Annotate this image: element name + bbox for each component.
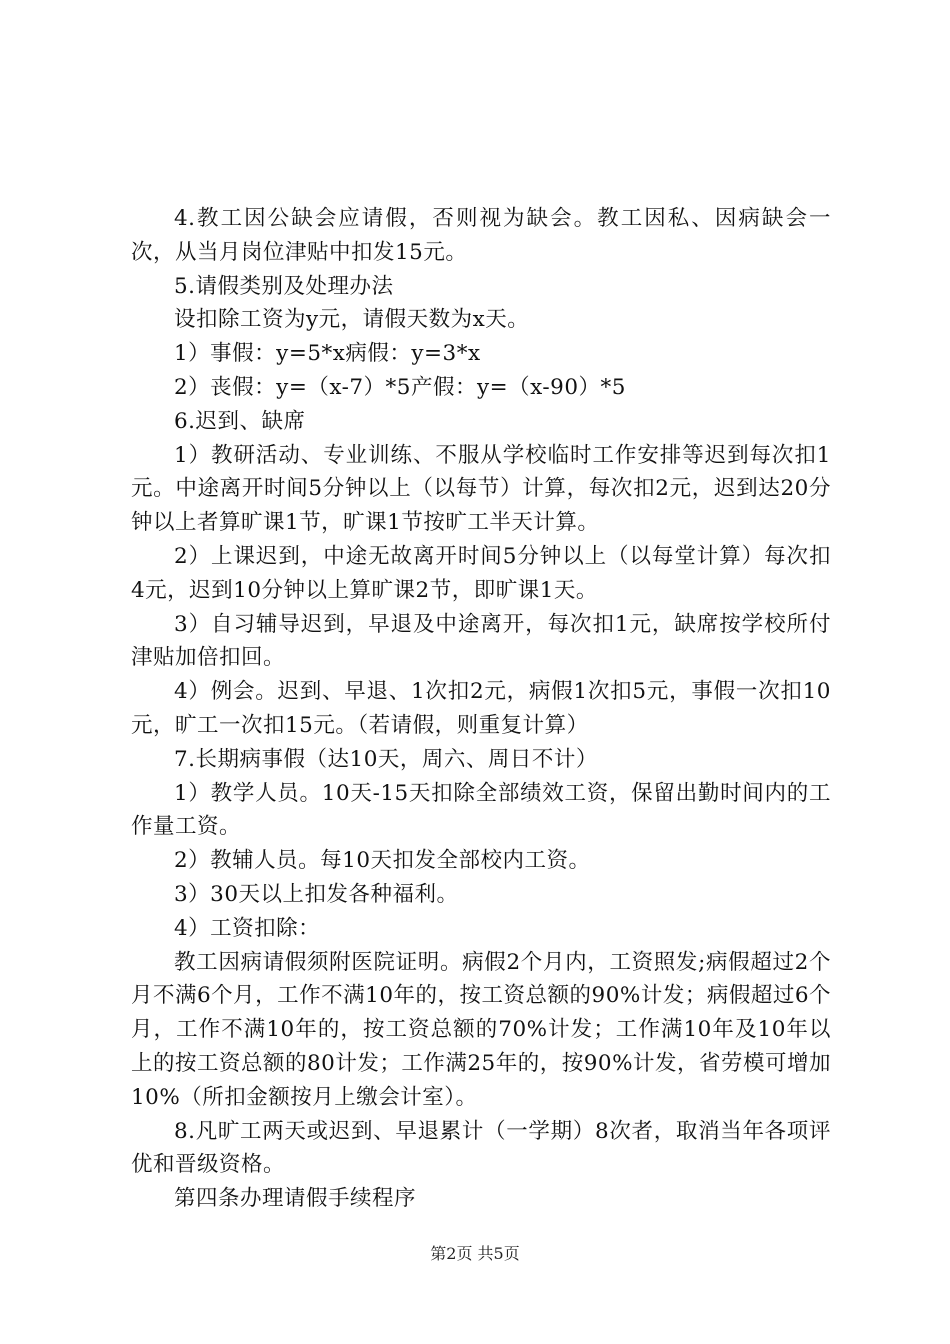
paragraph-17: 8.凡旷工两天或迟到、早退累计（一学期）8次者，取消当年各项评优和晋级资格。 — [131, 1118, 831, 1178]
paragraph-1: 4.教工因公缺会应请假，否则视为缺会。教工因私、因病缺会一次，从当月岗位津贴中扣发15元。 — [131, 206, 831, 265]
paragraph-4: 1）事假：y=5*x病假：y=3*x — [174, 341, 481, 367]
paragraph-18: 第四条办理请假手续程序 — [174, 1186, 417, 1212]
paragraph-8: 2）上课迟到，中途无故离开时间5分钟以上（以每堂计算）每次扣4元，迟到10分钟以上算旷课2节，即旷课1天。 — [131, 543, 831, 603]
page-footer: 第2页 共5页 — [430, 1244, 520, 1263]
paragraph-7: 1）教研活动、专业训练、不服从学校临时工作安排等迟到每次扣1元。中途离开时间5分钟以上（以每节）计算，每次扣2元，迟到达20分钟以上者算旷课1节，旷课1节按旷工半天计算。 — [131, 442, 831, 536]
paragraph-16: 教工因病请假须附医院证明。病假2个月内，工资照发;病假超过2个月不满6个月，工作不满10年的，按工资总额的90%计发；病假超过6个月，工作不满10年的，按工资总额的70%计发；工作满10年及10年以上的按工资总额的80计发；工作满25年的，按90%计发，省劳模可增加10%（所扣金额按月上缴会计室）。 — [131, 949, 832, 1110]
paragraph-12: 1）教学人员。10天-15天扣除全部绩效工资，保留出勤时间内的工作量工资。 — [131, 780, 831, 840]
paragraph-14: 3）30天以上扣发各种福利。 — [174, 881, 459, 907]
paragraph-6: 6.迟到、缺席 — [174, 408, 306, 434]
paragraph-10: 4）例会。迟到、早退、1次扣2元，病假1次扣5元，事假一次扣10元，旷工一次扣15元。（若请假，则重复计算） — [131, 679, 831, 738]
paragraph-15: 4）工资扣除： — [174, 915, 321, 941]
paragraph-3: 设扣除工资为y元，请假天数为x天。 — [174, 307, 530, 333]
paragraph-2: 5.请假类别及处理办法 — [174, 273, 394, 299]
paragraph-11: 7.长期病事假（达10天，周六、周日不计） — [174, 746, 598, 772]
paragraph-9: 3）自习辅导迟到，早退及中途离开，每次扣1元，缺席按学校所付津贴加倍扣回。 — [131, 611, 831, 671]
paragraph-13: 2）教辅人员。每10天扣发全部校内工资。 — [174, 848, 591, 874]
paragraph-5: 2）丧假：y=（x-7）*5产假：y=（x-90）*5 — [174, 374, 626, 400]
document-body — [131, 202, 831, 1216]
